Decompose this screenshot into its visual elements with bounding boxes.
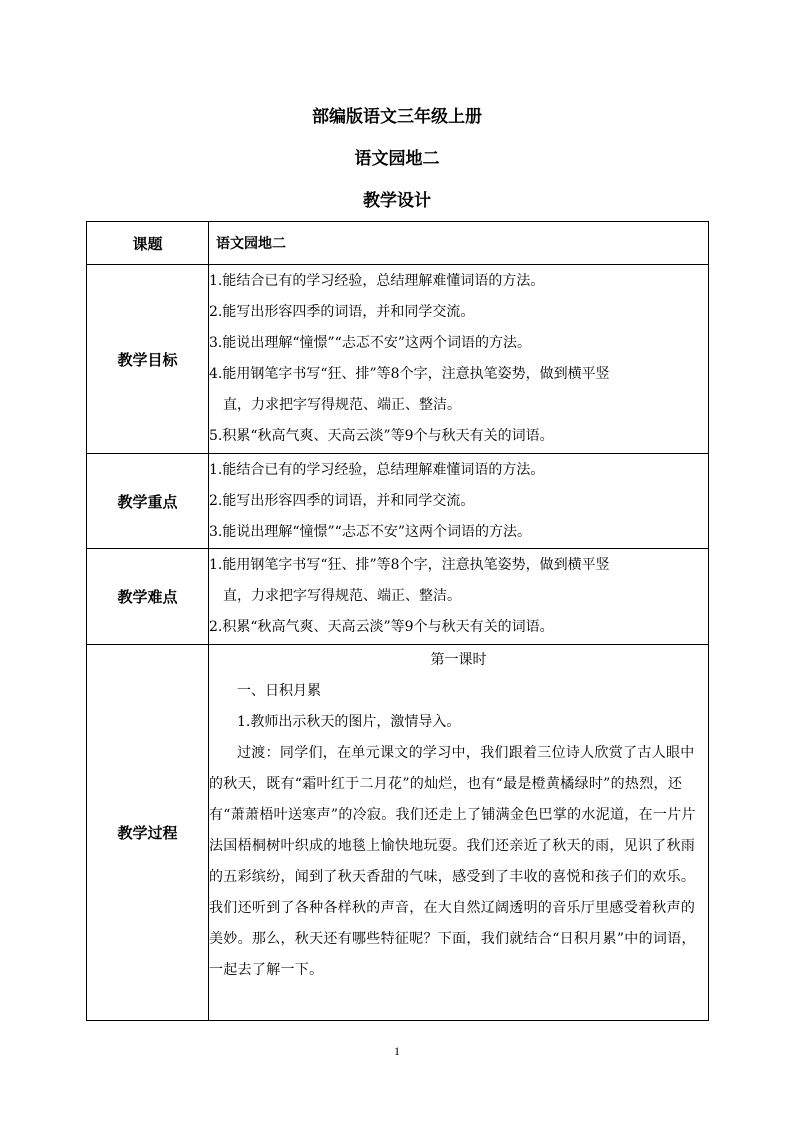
- keypoints-label: 教学重点: [87, 454, 209, 549]
- goal-item: 1.能结合已有的学习经验，总结理解难懂词语的方法。: [209, 273, 545, 289]
- keypoint-item: 3.能说出理解“憧憬”“忐忑不安”这两个词语的方法。: [209, 523, 531, 540]
- process-label: 教学过程: [87, 645, 209, 1021]
- goal-item: 3.能说出理解“憧憬”“忐忑不安”这两个词语的方法。: [209, 335, 531, 351]
- document-subtitle: 语文园地二: [354, 149, 440, 169]
- goal-item: 4.能用钢笔字书写“狂、排”等8个字，注意执笔姿势，做到横平竖: [209, 366, 610, 382]
- step-text: 1.教师出示秋天的图片，激情导入。: [237, 714, 461, 730]
- keypoints-row: [87, 454, 709, 549]
- lesson-plan-table: [86, 221, 709, 1021]
- page-number: 1: [394, 1044, 400, 1058]
- goal-item-continuation: 直，力求把字写得规范、端正、整洁。: [223, 397, 461, 413]
- topic-label: 课题: [87, 222, 209, 265]
- difficulties-label: 教学难点: [87, 549, 209, 645]
- topic-value: 语文园地二: [209, 222, 709, 265]
- goals-row: [87, 265, 709, 454]
- keypoint-item: 2.能写出形容四季的词语，并和同学交流。: [209, 492, 475, 509]
- difficulty-item: 2.积累“秋高气爽、天高云淡”等9个与秋天有关的词语。: [209, 619, 554, 635]
- process-row: [87, 645, 709, 1021]
- document-title: 部编版语文三年级上册: [312, 107, 482, 127]
- goals-label: 教学目标: [87, 265, 209, 454]
- process-cell: [209, 645, 709, 1021]
- difficulties-cell: [209, 549, 709, 645]
- difficulty-item: 1.能用钢笔字书写“狂、排”等8个字，注意执笔姿势，做到横平竖: [209, 557, 610, 573]
- goal-item: 5.积累“秋高气爽、天高云淡”等9个与秋天有关的词语。: [209, 428, 554, 444]
- goals-cell: [209, 265, 709, 454]
- goal-item: 2.能写出形容四季的词语，并和同学交流。: [209, 304, 475, 320]
- keypoint-item: 1.能结合已有的学习经验，总结理解难懂词语的方法。: [209, 461, 545, 478]
- section-heading: 一、日积月累: [237, 683, 321, 699]
- lesson-heading: 第一课时: [430, 652, 487, 668]
- difficulty-item-continuation: 直，力求把字写得规范、端正、整洁。: [223, 588, 461, 604]
- keypoints-cell: [209, 454, 709, 549]
- difficulties-row: [87, 549, 709, 645]
- transition-paragraph: 过渡：同学们，在单元课文的学习中，我们跟着三位诗人欣赏了古人眼中的秋天，既有“霜叶红于二月花”的灿烂，也有“最是橙黄橘绿时”的热烈，还有“萧萧梧叶送寒声”的冷寂。我们还走上了铺满金色巴掌的水泥道，在一片片法国梧桐树叶织成的地毯上愉快地玩耍。我们还亲近了秋天的雨，见识了秋雨的五彩缤纷，闻到了秋天香甜的气味，感受到了丰收的喜悦和孩子们的欢乐。我们还听到了各种各样秋的声音，在大自然辽阔透明的音乐厅里感受着秋声的美妙。那么，秋天还有哪些特征呢？下面，我们就结合“日积月累”中的词语，一起去了解一下。: [209, 745, 696, 978]
- document-type-title: 教学设计: [363, 191, 431, 211]
- topic-row: [87, 222, 709, 265]
